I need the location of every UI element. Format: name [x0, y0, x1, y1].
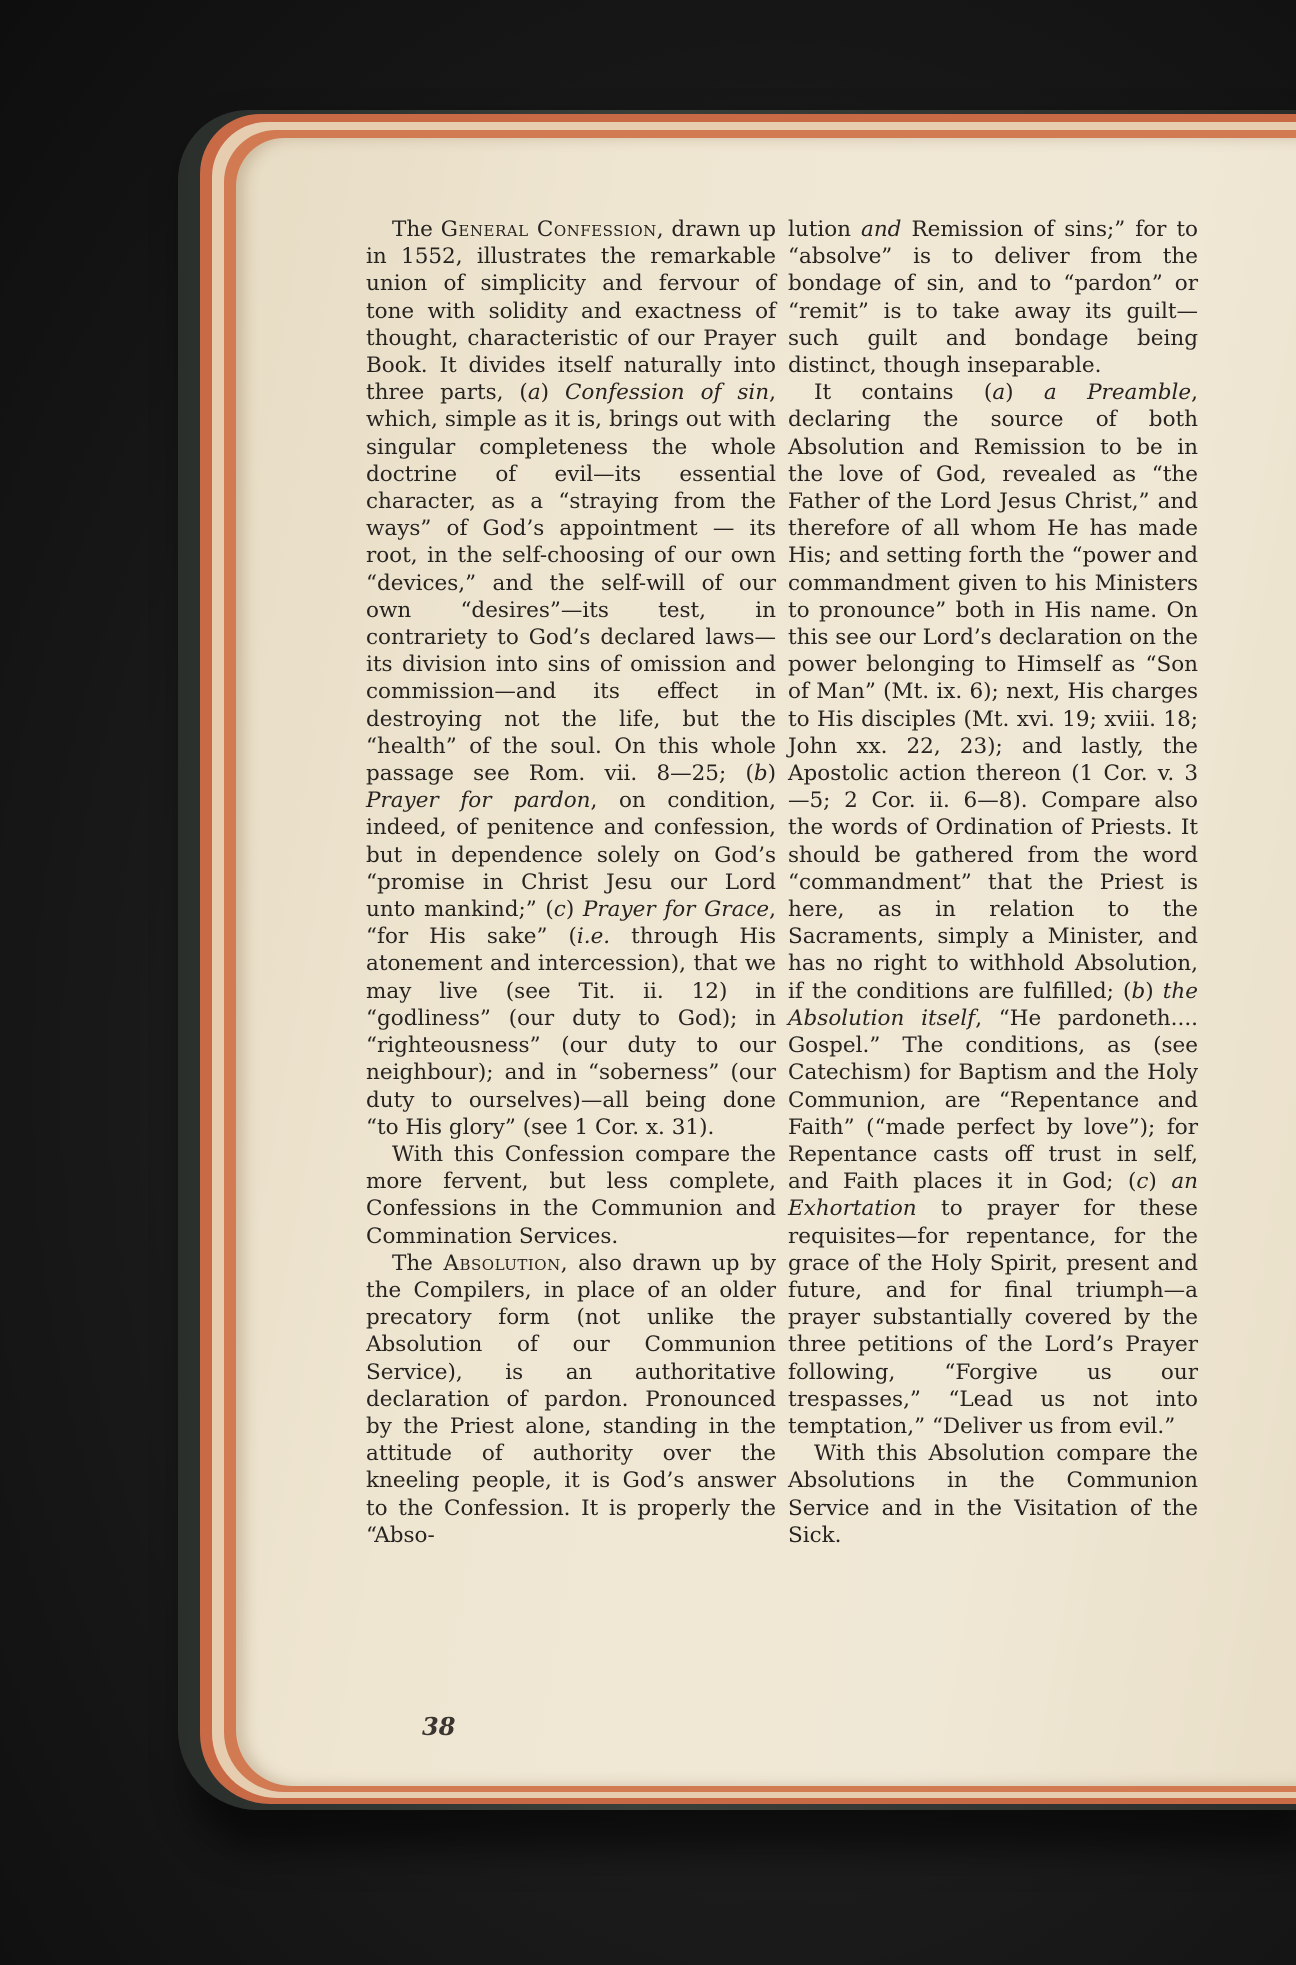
text-run: ): [565, 897, 583, 923]
text-run: With this Absolution compare the Absolutions in the Communion Service and in the Visitation of the Sick.: [788, 1441, 1198, 1548]
text-run: through His atonement and intercession), that we may live (see Tit. ii. 12) in “godliness” (our duty to God); in “righteousness” (our duty to our neighbour); and in “soberness” (our duty to ourselves)—all being done “to His glory” (see 1 Cor. x. 31).: [366, 924, 776, 1140]
smallcaps-text-run: General Confession: [440, 217, 657, 242]
paragraph: [788, 1440, 1198, 1549]
italic-text-run: Prayer for pardon: [366, 788, 591, 814]
right-text-column: [788, 216, 1198, 1549]
italic-text-run: c: [1136, 1169, 1149, 1195]
text-run: , drawn up in 1552, illustrates the remarkable union of simplicity and fervour of tone with solidity and exactness of thought, characteristic of our Prayer Book. It divides itself naturally into three parts, (: [366, 217, 776, 406]
text-run: , “for His sake” (: [366, 897, 776, 950]
italic-text-run: c: [553, 897, 566, 923]
italic-text-run: a: [992, 380, 1006, 406]
paragraph: [366, 1141, 776, 1250]
text-run: ): [1148, 1169, 1172, 1195]
text-run: The: [392, 217, 441, 242]
smallcaps-text-run: Absolution: [443, 1250, 561, 1276]
text-run: With this Confession compare the more fervent, but less complete, Confessions in the Communion and Commination Services.: [366, 1141, 776, 1249]
italic-text-run: Confession of sin: [564, 380, 770, 406]
text-run: ): [767, 761, 776, 787]
page-number: 38: [422, 1712, 456, 1741]
paragraph: [366, 1250, 776, 1549]
italic-text-run: i.e.: [576, 924, 611, 950]
text-run: ): [540, 380, 565, 406]
italic-text-run: and: [861, 217, 902, 242]
text-run: , declaring the source of both Absolution and Remission to be in the love of God, revealed as “the Father of the Lord Jesus Christ,” and therefore of all whom He has made His; and setting forth the “power and commandment given to his Ministers to pronounce” both in His name. On this see our Lord’s declaration on the power belonging to Himself as “Son of Man” (Mt. ix. 6); next, His charges to His disciples (Mt. xvi. 19; xviii. 18; John xx. 22, 23); and lastly, the Apostolic action thereon (1 Cor. v. 3—5; 2 Cor. ii. 6—8). Compare also the words of Ordination of Priests. It should be gathered from the word “commandment” that the Priest is here, as in relation to the Sacraments, simply a Minister, and has no right to withhold Absolution, if the conditions are fulfilled; (: [788, 380, 1198, 1004]
text-run: , which, simple as it is, brings out with singular completeness the whole doctrine of evil—its essential character, as a “straying from the ways” of God’s appointment — its root, in the self-choosing of our own “devices,” and the self-will of our own “desires”—its test, in contrariety to God’s declared laws—its division into sins of omission and commission—and its effect in destroying not the life, but the “health” of the soul. On this whole passage see Rom. vii. 8—25; (: [366, 380, 776, 787]
paragraph: [788, 379, 1198, 1440]
text-run: ): [1005, 380, 1044, 406]
text-run: The: [392, 1250, 444, 1276]
paragraph: [788, 216, 1198, 379]
text-run: , on condition, indeed, of penitence and confession, but in dependence solely on God’s “promise in Christ Jesu our Lord unto mankind;” (: [366, 788, 776, 923]
italic-text-run: an Exhortation: [788, 1169, 1198, 1222]
text-run: It contains (: [814, 380, 993, 406]
text-run: ): [1145, 978, 1163, 1004]
text-run: Remission of sins;” for to “absolve” is to deliver from the bondage of sin, and to “pardon” or “remit” is to take away its guilt—such guilt and bondage being distinct, though inseparable.: [788, 217, 1198, 379]
italic-text-run: Prayer for Grace: [582, 897, 770, 923]
text-run: to prayer for these requisites—for repentance, for the grace of the Holy Spirit, present and future, and for final triumph—a prayer substantially covered by the three petitions of the Lord’s Prayer following, “Forgive us our trespasses,” “Lead us not into temptation,” “Deliver us from evil.”: [788, 1196, 1198, 1439]
italic-text-run: the Absolution itself: [788, 978, 1198, 1031]
text-run: lution: [788, 217, 862, 242]
text-run: , “He pardoneth.... Gospel.” The conditions, as (see Catechism) for Baptism and the Holy Communion, are “Repentance and Faith” (“made perfect by love”); for Repentance casts off trust in self, and Faith places it in God; (: [788, 1005, 1198, 1195]
left-text-column: [366, 216, 776, 1549]
text-run: , also drawn up by the Compilers, in place of an older precatory form (not unlike the Absolution of our Communion Service), is an authoritative declaration of pardon. Pronounced by the Priest alone, standing in the attitude of authority over the kneeling people, it is God’s answer to the Confession. It is properly the “Abso-: [366, 1250, 776, 1548]
italic-text-run: b: [1131, 978, 1146, 1004]
paragraph: [366, 216, 776, 1141]
italic-text-run: a Preamble: [1043, 380, 1192, 406]
italic-text-run: a: [527, 380, 541, 406]
italic-text-run: b: [753, 761, 768, 787]
